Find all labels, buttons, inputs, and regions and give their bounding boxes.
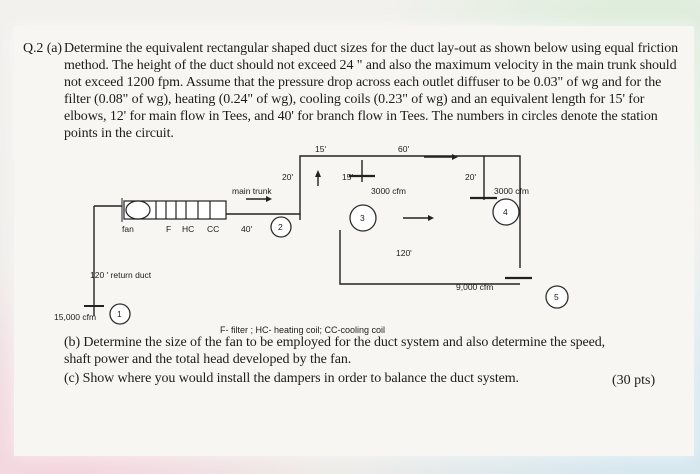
label-20ft-c: 20' — [465, 172, 477, 182]
question-part-b: (b) Determine the size of the fan to be employed for the duct system and also determine the speed, shaft power and the total head developed by the fan. — [64, 335, 606, 367]
label-3000cfm-b: 3000 cfm — [494, 186, 529, 196]
label-60ft-top: 60' — [398, 144, 410, 154]
label-15000cfm: 15,000 cfm — [54, 312, 97, 322]
label-40ft: 40' — [241, 224, 253, 234]
points-value: (30 pts) — [612, 373, 656, 388]
label-20ft-a: 20' — [282, 172, 294, 182]
label-return-duct: 120 ' return duct — [90, 270, 152, 280]
label-filter: F — [166, 224, 172, 234]
label-120ft-mid: 120' — [396, 248, 412, 258]
station-4-label: 4 — [503, 207, 508, 217]
diagram-legend: F- filter ; HC- heating coil; CC-cooling coil — [220, 325, 386, 335]
label-main-trunk: main trunk — [232, 186, 272, 196]
label-3000cfm-a: 3000 cfm — [371, 186, 406, 196]
label-15ft-top: 15' — [315, 144, 327, 154]
label-cooling-coil: CC — [207, 224, 220, 234]
label-9000cfm: 9,000 cfm — [456, 282, 494, 292]
label-heating-coil: HC — [182, 224, 195, 234]
label-fan: fan — [122, 224, 134, 234]
station-2-label: 2 — [278, 222, 283, 232]
question-part-c: (c) Show where you would install the dampers in order to balance the duct system. — [64, 371, 519, 386]
question-label: Q.2 (a) — [23, 41, 62, 56]
question-part-a-text: Determine the equivalent rectangular shaped duct sizes for the duct lay-out as shown below using equal friction method. The height of the duct should not exceed 24 " and also the maximum velocity in the main trunk should not exceed 1200 fpm. Assume that the pressure drop across each outlet diffuser to be 0.03" of wg and for the filter (0.08" of wg), heating (0.24" of wg), cooling coils (0.23" of wg) and an equivalent length for 15' for elbows, 12' for main flow in Tees, and 40' for branch flow in Tees. The numbers in circles denote the station points in the circuit. — [64, 41, 679, 141]
station-5-label: 5 — [554, 292, 559, 302]
fan-coil-unit — [124, 201, 226, 219]
label-15ft-b: 15' — [342, 172, 354, 182]
station-3-label: 3 — [360, 213, 365, 223]
station-1-label: 1 — [117, 309, 122, 319]
